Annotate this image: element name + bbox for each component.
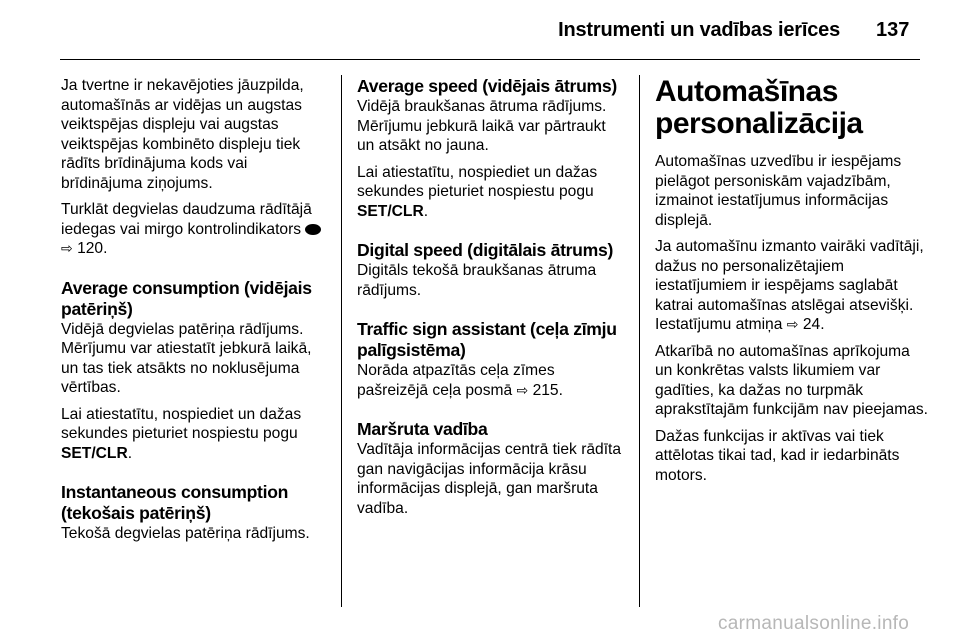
button-name: SET/CLR bbox=[357, 202, 424, 220]
fuel-indicator-icon bbox=[305, 224, 321, 235]
page-reference[interactable]: 215. bbox=[532, 381, 563, 399]
column-divider-2 bbox=[639, 75, 640, 607]
punctuation: . bbox=[127, 444, 133, 462]
paragraph bbox=[655, 237, 930, 335]
section-heading: Traffic sign assistant (ceļa zīmju palīgsistēma) bbox=[357, 319, 617, 360]
watermark: carmanualsonline.info bbox=[718, 613, 910, 634]
paragraph: Dažas funkcijas ir aktīvas vai tiek attēlotas tikai tad, kad ir iedarbināts motors. bbox=[655, 427, 900, 484]
paragraph bbox=[357, 163, 627, 222]
page-reference[interactable]: 24. bbox=[802, 316, 825, 333]
section-heading: Maršruta vadība bbox=[357, 419, 488, 439]
paragraph-text: Lai atiestatītu, nospiediet un dažas sekundes pieturiet nospiestu pogu bbox=[61, 405, 302, 442]
paragraph bbox=[61, 200, 331, 259]
paragraph: Vadītāja informācijas centrā tiek rādīta gan navigācijas informācija krāsu informācijas displejā, gan maršruta vadība. bbox=[357, 441, 622, 517]
column-divider-1 bbox=[341, 75, 342, 607]
paragraph: Ja tvertne ir nekavējoties jāuzpilda, automašīnās ar vidējas un augstas veiktspējas displeju vai augstas veiktspējas kombinēto displeju tiek rādīts brīdinājuma kods vai brīdinājuma ziņojums. bbox=[61, 77, 304, 192]
button-name: SET/CLR bbox=[61, 444, 128, 462]
paragraph-text: Turklāt degvielas daudzuma rādītājā iedegas vai mirgo kontrolindikators bbox=[61, 201, 312, 238]
chapter-title: Automašīnas personalizācija bbox=[655, 75, 863, 140]
paragraph-text: Norāda atpazītās ceļa zīmes pašreizējā ceļa posmā bbox=[357, 362, 555, 399]
reference-arrow-icon: ⇨ bbox=[786, 316, 799, 332]
paragraph: Tekošā degvielas patēriņa rādījums. bbox=[61, 525, 310, 542]
paragraph: Automašīnas uzvedību ir iespējams pielāgot personiskām vajadzībām, izmainot iestatījumus informācijas displejā. bbox=[655, 153, 902, 229]
reference-arrow-icon: ⇨ bbox=[516, 381, 529, 398]
paragraph-text: Lai atiestatītu, nospiediet un dažas sekundes pieturiet nospiestu pogu bbox=[357, 163, 598, 200]
column-1 bbox=[61, 76, 331, 551]
paragraph: Digitāls tekošā braukšanas ātruma rādījums. bbox=[357, 262, 597, 299]
reference-arrow-icon: ⇨ bbox=[61, 240, 73, 256]
paragraph: Atkarībā no automašīnas aprīkojuma un konkrētas valsts likumiem var gadīties, ka dažas no turpmāk aprakstītajām funkcijām nav pieejamas. bbox=[655, 342, 929, 418]
paragraph: Vidējā degvielas patēriņa rādījums. Mērījumu var atiestatīt jebkurā laikā, un tas tiek atsākts no noklusējuma vērtības. bbox=[61, 320, 312, 396]
paragraph-text: Ja automašīnu izmanto vairāki vadītāji, dažus no personalizētajiem iestatījumiem ir iespējams saglabāt katrai automašīnas atslēgai atsevišķi. Iestatījumu atmiņa bbox=[655, 238, 924, 333]
paragraph: Vidējā braukšanas ātruma rādījums. Mērījumu jebkurā laikā var pārtraukt un atsākt no jauna. bbox=[357, 98, 607, 154]
column-3 bbox=[655, 76, 930, 492]
column-2 bbox=[357, 76, 627, 525]
header-title: Instrumenti un vadības ierīces bbox=[558, 19, 840, 41]
paragraph bbox=[357, 361, 627, 400]
section-heading: Average speed (vidējais ātrums) bbox=[357, 76, 617, 96]
section-heading: Instantaneous consumption (tekošais patēriņš) bbox=[61, 482, 289, 523]
page-header bbox=[0, 0, 960, 60]
section-heading: Average consumption (vidējais patēriņš) bbox=[61, 277, 312, 319]
header-rule bbox=[60, 59, 920, 60]
page-reference[interactable]: 120. bbox=[77, 240, 108, 257]
paragraph bbox=[61, 405, 331, 464]
page-number: 137 bbox=[876, 19, 910, 41]
section-heading: Digital speed (digitālais ātrums) bbox=[357, 240, 614, 260]
punctuation: . bbox=[423, 202, 429, 220]
